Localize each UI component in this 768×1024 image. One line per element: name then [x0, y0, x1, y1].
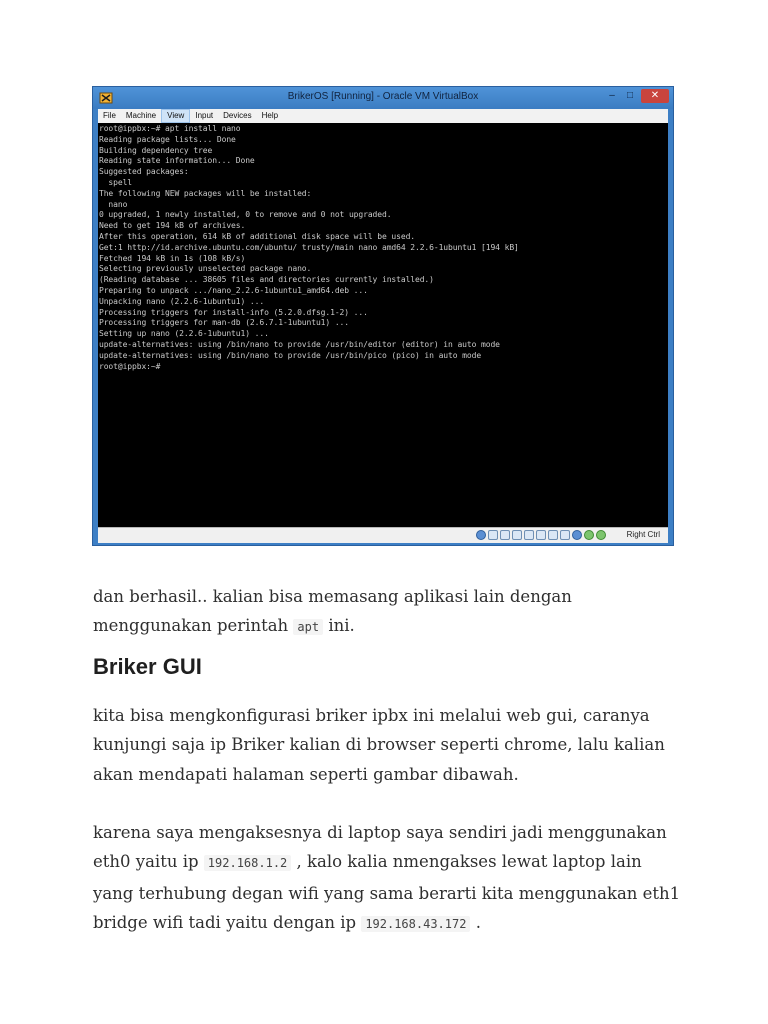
menu-view[interactable]: View	[161, 109, 190, 123]
terminal-line: Unpacking nano (2.2.6-1ubuntu1) ...	[99, 296, 265, 306]
vm-status-bar	[98, 527, 668, 543]
vm-terminal-screen	[98, 123, 668, 527]
optical-drive-icon[interactable]	[488, 530, 498, 540]
terminal-line: After this operation, 614 kB of additional disk space will be used.	[99, 231, 415, 241]
menu-file[interactable]: File	[103, 111, 116, 120]
section-heading: Briker GUI	[93, 654, 202, 679]
terminal-line: Setting up nano (2.2.6-1ubuntu1) ...	[99, 329, 269, 339]
terminal-line: root@ippbx:~# apt install nano	[99, 124, 241, 133]
hard-disk-icon[interactable]	[476, 530, 486, 540]
close-button[interactable]: ✕	[641, 89, 669, 103]
terminal-line: Preparing to unpack .../nano_2.2.6-1ubuntu1_amd64.deb ...	[99, 285, 368, 295]
keyboard-icon[interactable]	[596, 530, 606, 540]
terminal-line: update-alternatives: using /bin/nano to provide /usr/bin/pico (pico) in auto mode	[99, 350, 482, 360]
inline-code-apt: apt	[293, 619, 323, 635]
vm-menu-bar	[98, 109, 668, 123]
terminal-line: (Reading database ... 38605 files and directories currently installed.)	[99, 275, 434, 285]
paragraph-text: ini.	[323, 616, 355, 636]
paragraph-ip-access	[93, 818, 683, 939]
inline-code-ip-eth1: 192.168.43.172	[361, 916, 470, 932]
terminal-line: Reading package lists... Done	[99, 134, 236, 144]
paragraph-apt	[93, 582, 683, 643]
terminal-line: Processing triggers for install-info (5.2.0.dfsg.1-2) ...	[99, 307, 368, 317]
usb-icon[interactable]	[524, 530, 534, 540]
inline-code-ip-eth0: 192.168.1.2	[204, 855, 291, 871]
window-title: BrikerOS [Running] - Oracle VM VirtualBox	[287, 91, 479, 102]
terminal-line: nano	[99, 199, 128, 209]
paragraph-text: karena saya mengaksesnya di laptop saya sendiri jadi menggunakan eth0 yaitu ip	[93, 823, 667, 872]
display-icon[interactable]	[548, 530, 558, 540]
terminal-line: update-alternatives: using /bin/nano to provide /usr/bin/editor (editor) in auto mode	[99, 339, 500, 349]
menu-devices[interactable]: Devices	[223, 111, 252, 120]
terminal-line: Processing triggers for man-db (2.6.7.1-1ubuntu1) ...	[99, 318, 349, 328]
terminal-line: Get:1 http://id.archive.ubuntu.com/ubuntu/ trusty/main nano amd64 2.2.6-1ubuntu1 [194 kB]	[99, 242, 519, 252]
paragraph-text: dan berhasil.. kalian bisa memasang aplikasi lain dengan menggunakan perintah	[93, 587, 572, 636]
minimize-button[interactable]: ‒	[609, 90, 615, 101]
menu-help[interactable]: Help	[261, 111, 279, 120]
network-icon[interactable]	[512, 530, 522, 540]
cpu-icon[interactable]	[572, 530, 582, 540]
terminal-line: 0 upgraded, 1 newly installed, 0 to remove and 0 not upgraded.	[99, 210, 392, 220]
terminal-line: Selecting previously unselected package nano.	[99, 264, 312, 274]
terminal-line: Suggested packages:	[99, 167, 189, 177]
terminal-prompt: root@ippbx:~#	[99, 361, 161, 371]
terminal-line: Reading state information... Done	[99, 156, 255, 166]
menu-machine[interactable]: Machine	[125, 111, 157, 120]
video-capture-icon[interactable]	[560, 530, 570, 540]
terminal-line: spell	[99, 177, 133, 187]
terminal-line: Fetched 194 kB in 1s (108 kB/s)	[99, 253, 246, 263]
paragraph-web-gui: kita bisa mengkonfigurasi briker ipbx ini melalui web gui, caranya kunjungi saja ip Briker kalian di browser seperti chrome, lalu kalian akan mendapati halaman seperti gambar dibawah.	[93, 706, 665, 784]
terminal-line: Need to get 194 kB of archives.	[99, 221, 246, 231]
mouse-integration-icon[interactable]	[584, 530, 594, 540]
shared-folder-icon[interactable]	[536, 530, 546, 540]
virtualbox-window-screenshot	[92, 86, 674, 546]
paragraph-text: .	[470, 912, 481, 932]
maximize-button[interactable]: □	[626, 90, 634, 101]
paragraph-text: , kalo kalia nmengakses lewat laptop lain yang terhubung degan wifi yang sama berarti kita menggunakan eth1 bridge wifi tadi yaitu dengan ip	[93, 852, 681, 932]
status-icon-group	[476, 530, 606, 540]
audio-icon[interactable]	[500, 530, 510, 540]
terminal-line: The following NEW packages will be installed:	[99, 188, 312, 198]
window-title-bar	[93, 87, 673, 109]
host-key-label: Right Ctrl	[626, 530, 660, 539]
menu-input[interactable]: Input	[195, 111, 214, 120]
terminal-line: Building dependency tree	[99, 145, 213, 155]
